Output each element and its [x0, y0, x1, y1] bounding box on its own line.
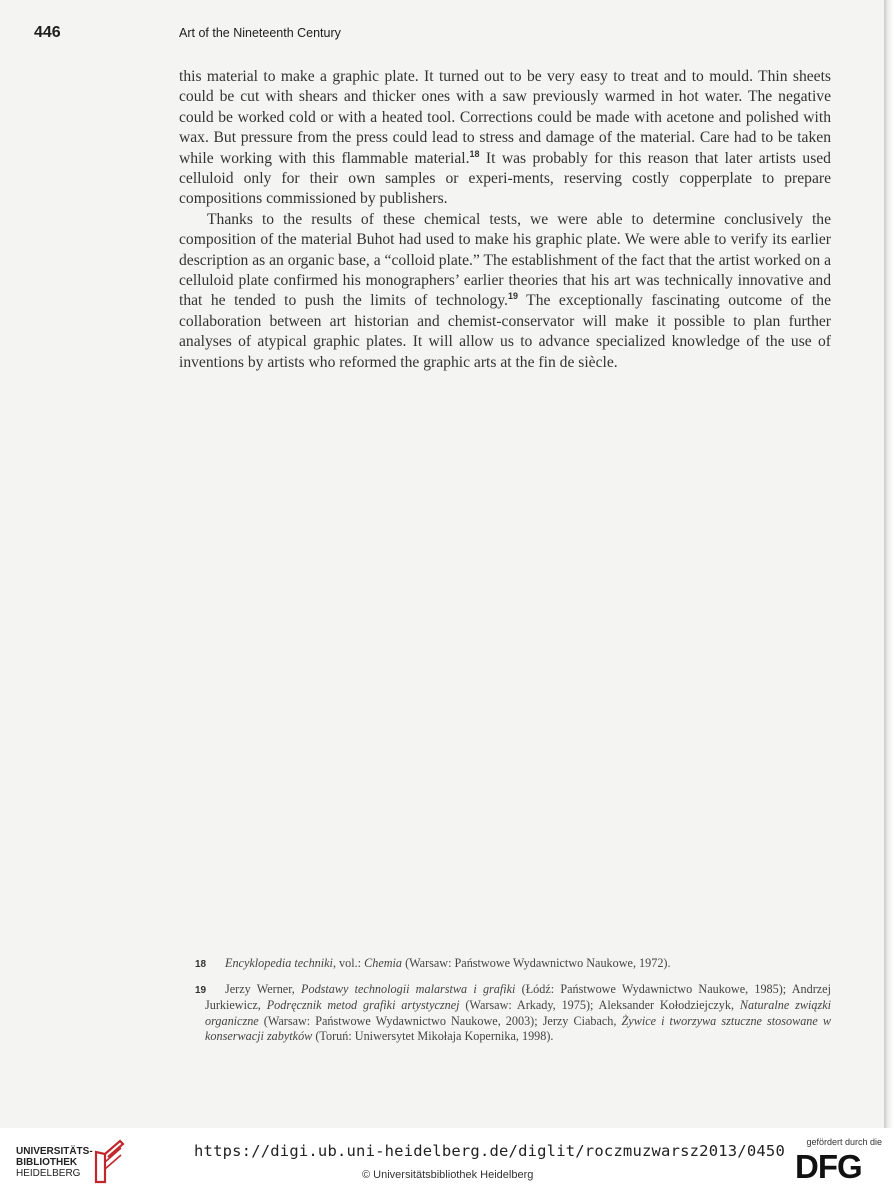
- footnotes: [195, 956, 831, 1054]
- library-book-icon: [92, 1138, 126, 1184]
- copyright-notice: © Universitätsbibliothek Heidelberg: [362, 1169, 534, 1181]
- footnote-title: Żywice i tworzywa sztuczne stosowane w konserwacji zabytków: [205, 1013, 831, 1044]
- university-library-logo[interactable]: [16, 1138, 136, 1186]
- footnote-title: Naturalne związki organiczne: [205, 998, 831, 1028]
- dfg-logo: DFG: [795, 1148, 862, 1185]
- footnote-title: Podstawy technologii malarstwa i grafiki: [301, 981, 516, 996]
- footnote-text: Jerzy Werner,: [225, 981, 302, 996]
- library-name: [16, 1146, 93, 1179]
- footnote-number: 18: [195, 959, 207, 970]
- footnote-text: , vol.:: [332, 956, 365, 970]
- permalink-url[interactable]: https://digi.ub.uni-heidelberg.de/diglit/roczmuzwarsz2013/0450: [194, 1142, 785, 1160]
- footnote-text: (Łódź: Państwowe Wydawnictwo Naukowe, 1985); Andrzej Jurkiewicz,: [205, 981, 831, 1013]
- footnote-number: 19: [195, 984, 207, 996]
- paragraph-2-text: Thanks to the results of these chemical tests, we were able to determine conclusively the composition of the material Buhot had used to make his graphic plate. We were able to verify its earlier description as an organic base, a “colloid plate.” The establishment of the fact that the artist worked on a celluloid plate confirmed his monographers’ earlier theories that his art was technically innovative and that he tended to push the limits of technology.: [179, 210, 831, 310]
- page-number: 446: [34, 24, 61, 41]
- footnote-text: (Toruń: Uniwersytet Mikołaja Kopernika, 1998).: [312, 1029, 554, 1044]
- paragraph-2: [179, 210, 831, 373]
- funding-caption: gefördert durch die: [806, 1137, 882, 1147]
- paragraph-1-text: this material to make a graphic plate. It turned out to be very easy to treat and to mould. Thin sheets could be cut with shears and thicker ones with a saw previously warmed in hot water. The negative could be worked cold or with a heated tool. Corrections could be made with acetone and polished with wax. But pressure from the press could lead to stress and damage of the material. Care had to be taken while working with this flammable material.: [179, 68, 831, 167]
- digitization-footer: [0, 1128, 894, 1192]
- footnote-text: (Warsaw: Państwowe Wydawnictwo Naukowe, 2003); Jerzy Ciabach,: [258, 1013, 622, 1028]
- footnote-18: [195, 956, 831, 973]
- paragraph-1-continued: It was probably for this reason that later artists used celluloid only for their own samples or experi-ments, reserving costly copperplate to prepare compositions commissioned by publishers.: [179, 149, 831, 208]
- paragraph-1: [179, 67, 831, 210]
- page-edge-shadow: [884, 0, 894, 1128]
- note-ref-18[interactable]: 18: [469, 148, 480, 159]
- footnote-title: Podręcznik metod grafiki artystycznej: [266, 998, 460, 1013]
- library-name-line: UNIVERSITÄTS-: [16, 1146, 93, 1157]
- paragraph-2-continued: The exceptionally fascinating outcome of the collaboration between art historian and chemist-conservator will make it possible to plan further analyses of atypical graphic plates. It will allow us to advance specialized knowledge of the use of inventions by artists who reformed the graphic arts at the fin de siècle.: [179, 292, 832, 371]
- dfg-funding-badge[interactable]: [792, 1136, 884, 1188]
- footnote-19: [195, 981, 831, 1045]
- footnote-text: (Warsaw: Państwowe Wydawnictwo Naukowe, 1972).: [402, 956, 671, 970]
- footnote-title: Encyklopedia techniki: [225, 956, 333, 970]
- running-head: [0, 24, 886, 44]
- running-title: Art of the Nineteenth Century: [179, 26, 341, 40]
- footnote-title: Chemia: [364, 956, 403, 970]
- body-text: [179, 67, 831, 373]
- library-name-line: BIBLIOTHEK: [16, 1157, 78, 1168]
- library-name-line: HEIDELBERG: [16, 1168, 81, 1179]
- footnote-text: (Warsaw: Arkady, 1975); Aleksander Kołodziejczyk,: [459, 998, 740, 1013]
- note-ref-19[interactable]: 19: [507, 291, 518, 302]
